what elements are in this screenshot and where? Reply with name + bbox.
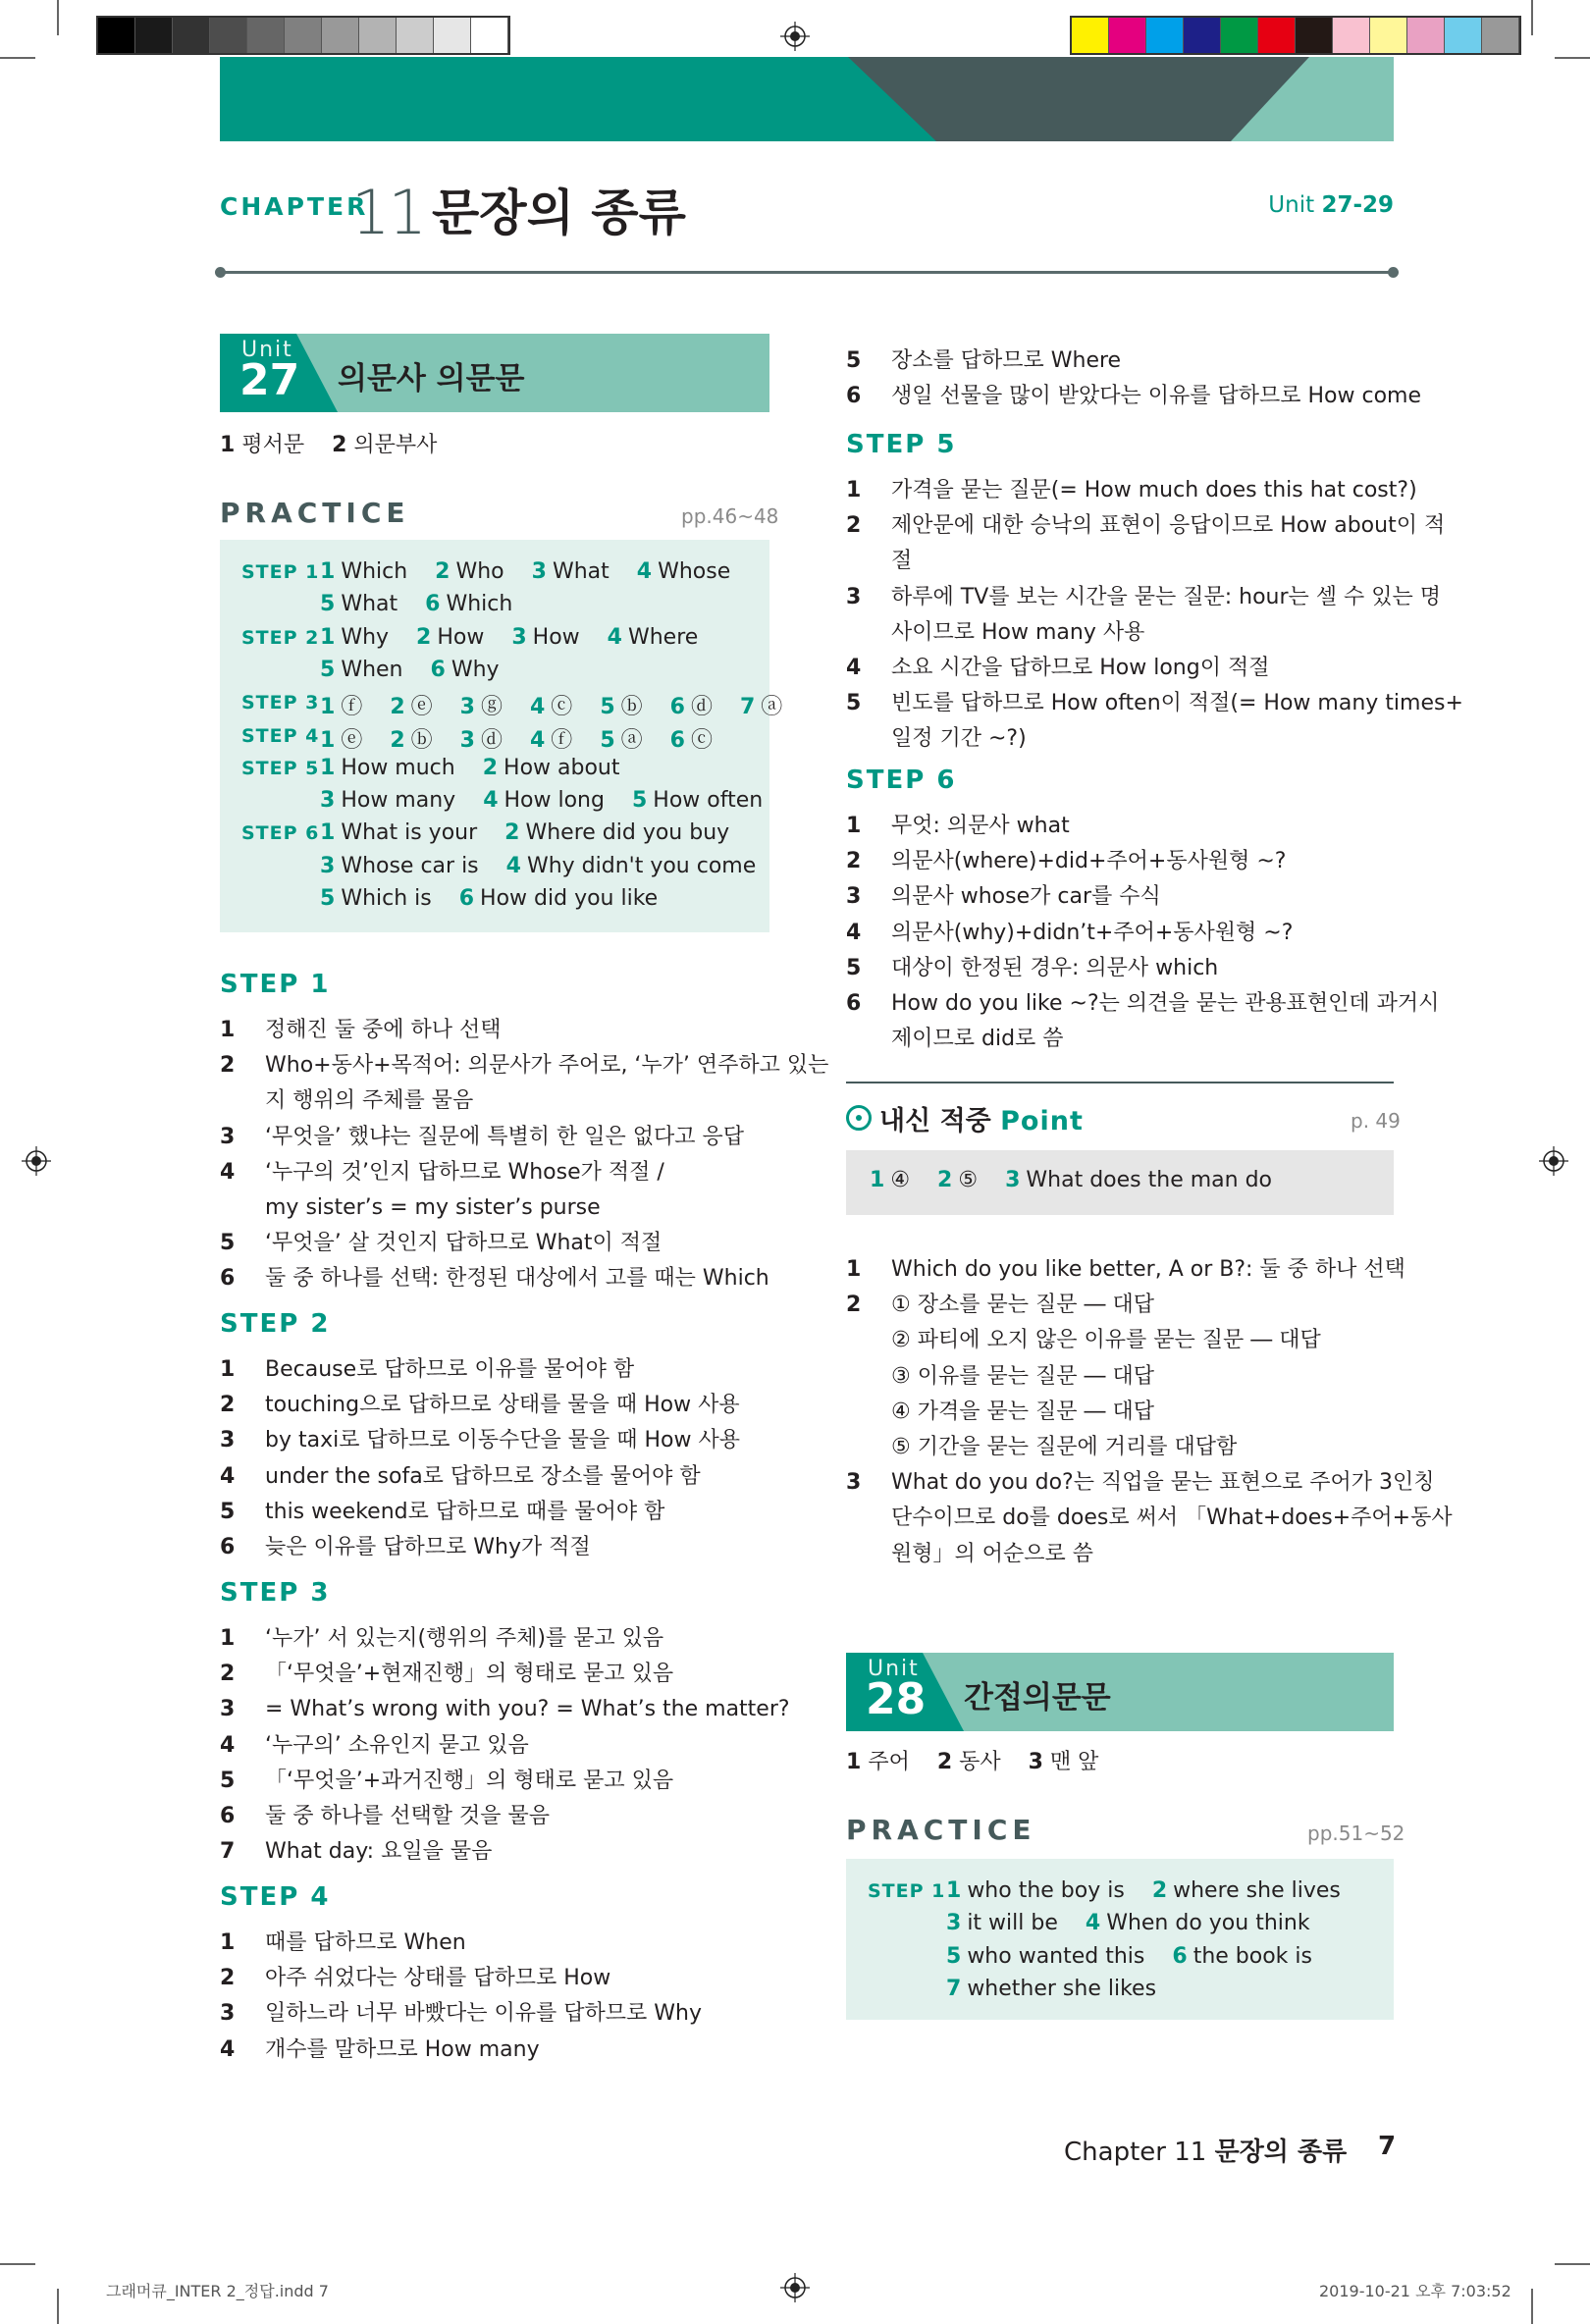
- practice-answer: 5 How often: [631, 788, 764, 814]
- explanation-line: 사이므로 How many 사용: [891, 619, 1145, 645]
- header-banner: [220, 57, 1394, 141]
- practice-answer: 3 What: [531, 559, 610, 584]
- step-heading: STEP 2: [220, 1309, 331, 1339]
- page-number: 7: [1378, 2132, 1397, 2161]
- calibration-swatch: [1370, 18, 1407, 53]
- step-heading: STEP 4: [220, 1882, 331, 1912]
- practice-answer: 4 ⓕ: [529, 727, 573, 753]
- practice-step-label: STEP 1: [868, 1880, 946, 1902]
- practice-answer-row: [320, 559, 758, 584]
- practice-answer: 2 How about: [482, 755, 620, 780]
- practice-answer-row: [320, 690, 810, 720]
- practice-answer: 6 Why: [430, 657, 500, 682]
- practice-answer: 6 ⓓ: [669, 695, 713, 720]
- unit-number: 27: [239, 355, 300, 405]
- explanation-line: 4 소요 시간을 답하므로 How long이 적절: [846, 656, 1270, 680]
- explanation-line: 3 의문사 whose가 car를 수식: [846, 884, 1161, 910]
- practice-answer-row: [946, 1977, 1184, 2001]
- calibration-swatch: [397, 18, 434, 53]
- explanation-line: 4 의문사(why)+didn’t+주어+동사원형 ~?: [846, 920, 1294, 945]
- explanation-line: 1 Which do you like better, A or B?: 둘 중 하나 선택: [846, 1257, 1405, 1282]
- explanation-line: 4 under the sofa로 답하므로 장소를 물어야 함: [220, 1463, 701, 1489]
- crop-mark: [0, 2263, 35, 2265]
- explanation-line: 2 touching으로 답하므로 상태를 물을 때 How 사용: [220, 1393, 740, 1418]
- practice-answer: 6 ⓒ: [669, 727, 713, 753]
- practice-answer: 3 ⓖ: [459, 695, 503, 720]
- calibration-swatch: [210, 18, 247, 53]
- explanation-line: 5 ‘무엇을’ 살 것인지 답하므로 What이 적절: [220, 1231, 662, 1256]
- explanation-line: 일정 기간 ~?): [891, 726, 1027, 752]
- practice-answer: 5 When: [320, 657, 403, 682]
- practice-answer: 1 ⓕ: [320, 695, 363, 720]
- chapter-number: 11: [351, 177, 425, 248]
- practice-answer: 7 ⓐ: [739, 695, 783, 720]
- unit-title: 의문사 의문문: [338, 361, 525, 396]
- point-heading: 내신 적중 Point: [879, 1106, 1084, 1136]
- crop-mark: [57, 2289, 59, 2324]
- gray-calibration-bar: [96, 16, 510, 55]
- crop-mark: [57, 0, 59, 35]
- practice-answer: 2 How: [416, 624, 485, 650]
- calibration-swatch: [1221, 18, 1258, 53]
- explanation-line: my sister’s = my sister’s purse: [265, 1195, 601, 1220]
- practice-step-label: STEP 3: [241, 692, 320, 714]
- calibration-swatch: [135, 18, 173, 53]
- unit-28-header: [846, 1653, 1394, 1731]
- practice-answer: 5 who wanted this: [946, 1943, 1145, 1969]
- practice-answer: 6 How did you like: [458, 886, 659, 911]
- explanation-line: 6 둘 중 하나를 선택할 것을 물음: [220, 1804, 550, 1828]
- explanation-line: 1 정해진 둘 중에 하나 선택: [220, 1018, 502, 1042]
- practice-answer: 1 ⓔ: [320, 727, 363, 753]
- explanation-line: ② 파티에 오지 않은 이유를 묻는 질문 ― 대답: [891, 1328, 1321, 1353]
- explanation-line: 6 How do you like ~?는 의견을 묻는 관용표현인데 과거시: [846, 991, 1440, 1016]
- crop-mark: [1531, 2289, 1533, 2324]
- practice-step-label: STEP 2: [241, 626, 320, 649]
- explanation-line: 7 What day: 요일을 물음: [220, 1839, 493, 1865]
- practice-step-label: STEP 4: [241, 724, 320, 747]
- practice-answer-row: [320, 820, 757, 845]
- practice-answer: 3 How: [511, 624, 580, 650]
- explanation-line: 2 제안문에 대한 승낙의 표현이 응답이므로 How about이 적: [846, 513, 1446, 539]
- step-heading: STEP 6: [846, 766, 957, 795]
- practice-pages: pp.46~48: [681, 504, 779, 528]
- explanation-line: 지 행위의 주체를 물음: [265, 1088, 474, 1114]
- slug-file-name: 그래머큐_INTER 2_정답.indd 7: [106, 2282, 329, 2300]
- explanation-line: ⑤ 기간을 묻는 질문에 거리를 대답함: [891, 1435, 1238, 1459]
- calibration-swatch: [1407, 18, 1445, 53]
- explanation-line: 5 「‘무엇을’+과거진행」의 형태로 묻고 있음: [220, 1768, 674, 1793]
- registration-mark-icon: [780, 2273, 810, 2302]
- calibration-swatch: [285, 18, 322, 53]
- practice-step-label: STEP 6: [241, 822, 320, 845]
- explanation-line: 원형」의 어순으로 씀: [891, 1541, 1094, 1566]
- explanation-line: 3 = What’s wrong with you? = What’s the matter?: [220, 1697, 790, 1722]
- explanation-line: ④ 가격을 묻는 질문 ― 대답: [891, 1399, 1154, 1424]
- explanation-line: 2 Who+동사+목적어: 의문사가 주어로, ‘누가’ 연주하고 있는: [220, 1053, 829, 1079]
- practice-answer: 5 ⓑ: [600, 695, 643, 720]
- practice-answer-row: [320, 723, 740, 754]
- practice-answer: 6 the book is: [1172, 1943, 1312, 1969]
- point-page: p. 49: [1351, 1109, 1401, 1133]
- registration-mark-icon: [22, 1146, 51, 1176]
- practice-answer: 4 When do you think: [1085, 1911, 1310, 1936]
- practice-answer-row: [320, 788, 790, 813]
- calibration-swatch: [1109, 18, 1146, 53]
- practice-answer: 2 ⓑ: [390, 727, 433, 753]
- practice-answer: 6 Which: [425, 592, 513, 617]
- practice-answer: 4 Why didn't you come: [505, 853, 757, 878]
- calibration-swatch: [1482, 18, 1519, 53]
- unit-range: Unit 27-29: [1268, 192, 1394, 218]
- explanation-line: 4 개수를 말하므로 How many: [220, 2036, 540, 2062]
- explanation-line: 3 by taxi로 답하므로 이동수단을 물을 때 How 사용: [220, 1428, 740, 1453]
- practice-answer: 5 What: [320, 592, 398, 617]
- explanation-line: 6 생일 선물을 많이 받았다는 이유를 답하므로 How come: [846, 384, 1422, 409]
- practice-answer: 1 Which: [320, 559, 408, 584]
- explanation-line: 5 장소를 답하므로 Where: [846, 348, 1122, 373]
- practice-answer-row: [946, 1944, 1340, 1969]
- explanation-line: 단수이므로 do를 does로 써서 「What+does+주어+동사: [891, 1505, 1453, 1531]
- practice-answer: 4 Where: [607, 624, 699, 650]
- calibration-swatch: [1258, 18, 1296, 53]
- explanation-line: 1 때를 답하므로 When: [220, 1930, 466, 1955]
- practice-answer: 1 What is your: [320, 820, 478, 846]
- practice-answer: 3 ⓓ: [459, 727, 503, 753]
- calibration-swatch: [1072, 18, 1109, 53]
- explanation-line: 3 What do you do?는 직업을 묻는 표현으로 주어가 3인칭: [846, 1470, 1435, 1496]
- practice-step-label: STEP 1: [241, 561, 320, 583]
- slug-timestamp: 2019-10-21 오후 7:03:52: [1319, 2282, 1511, 2300]
- explanation-line: 1 Because로 답하므로 이유를 물어야 함: [220, 1357, 635, 1382]
- chapter-title: 문장의 종류: [432, 185, 686, 241]
- crop-mark: [1555, 57, 1590, 59]
- crop-mark: [1555, 2263, 1590, 2265]
- calibration-swatch: [1146, 18, 1184, 53]
- unit-27-header: [220, 334, 769, 412]
- practice-answer-row: [320, 625, 725, 650]
- step-heading: STEP 3: [220, 1578, 331, 1608]
- practice-heading: PRACTICE: [846, 1814, 1036, 1846]
- footer-chapter: Chapter 11 문장의 종류: [1064, 2138, 1348, 2167]
- explanation-line: 6 늦은 이유를 답하므로 Why가 적절: [220, 1535, 591, 1559]
- registration-mark-icon: [780, 22, 810, 51]
- unit-word: Unit: [868, 1657, 920, 1681]
- practice-answer-row: [946, 1911, 1338, 1935]
- explanation-line: 1 ‘누가’ 서 있는지(행위의 주체)를 묻고 있음: [220, 1626, 664, 1651]
- explanation-line: 4 ‘누구의’ 소유인지 묻고 있음: [220, 1732, 529, 1758]
- chapter-rule: [220, 271, 1394, 274]
- practice-answer-row: [320, 658, 527, 682]
- explanation-line: 1 가격을 묻는 질문(= How much does this hat cost?): [846, 478, 1417, 502]
- registration-mark-icon: [1539, 1146, 1568, 1176]
- practice-answer: 4 How long: [483, 788, 605, 814]
- practice-answer: 2 where she lives: [1151, 1878, 1341, 1903]
- practice-answer: 3 Whose car is: [320, 853, 479, 878]
- explanation-line: ③ 이유를 묻는 질문 ― 대답: [891, 1363, 1154, 1389]
- practice-answer: 2 Who: [435, 559, 504, 584]
- explanation-line: 절: [891, 549, 913, 574]
- explanation-line: 6 둘 중 하나를 선택: 한정된 대상에서 고를 때는 Which: [220, 1266, 769, 1292]
- practice-step-label: STEP 5: [241, 757, 320, 779]
- practice-answer: 4 ⓒ: [529, 695, 573, 720]
- calibration-swatch: [322, 18, 359, 53]
- practice-answer: 5 ⓐ: [600, 727, 643, 753]
- crop-mark: [1531, 0, 1533, 35]
- point-answers: 1 ④ 2 ⑤ 3 What does the man do: [870, 1168, 1272, 1192]
- section-divider: [846, 1082, 1394, 1083]
- color-calibration-bar: [1070, 16, 1521, 55]
- calibration-swatch: [173, 18, 210, 53]
- practice-answer: 2 Where did you buy: [504, 820, 730, 846]
- explanation-line: 5 this weekend로 답하므로 때를 물어야 함: [220, 1499, 665, 1524]
- explanation-line: 2 아주 쉬었다는 상태를 답하므로 How: [220, 1966, 611, 1991]
- explanation-line: 4 ‘누구의 것’인지 답하므로 Whose가 적절 /: [220, 1159, 664, 1185]
- practice-answer-row: [320, 592, 540, 616]
- explanation-line: 2 의문사(where)+did+주어+동사원형 ~?: [846, 849, 1287, 874]
- practice-answer: 4 Whose: [636, 559, 731, 584]
- practice-answer-row: [946, 1878, 1368, 1903]
- step-heading: STEP 1: [220, 970, 331, 999]
- crop-mark: [0, 57, 35, 59]
- chapter-label: CHAPTER: [220, 192, 369, 221]
- practice-answer: 7 whether she likes: [946, 1976, 1157, 2001]
- calibration-swatch: [1296, 18, 1333, 53]
- unit-word: Unit: [241, 338, 293, 362]
- explanation-line: 3 일하느라 너무 바빴다는 이유를 답하므로 Why: [220, 2001, 702, 2027]
- calibration-swatch: [434, 18, 471, 53]
- step-heading: STEP 5: [846, 430, 957, 459]
- explanation-line: 3 하루에 TV를 보는 시간을 묻는 질문: hour는 셀 수 있는 명: [846, 584, 1442, 609]
- practice-answer: 1 How much: [320, 755, 455, 780]
- explanation-line: 제이므로 did로 씀: [891, 1027, 1064, 1052]
- practice-answer: 3 How many: [320, 788, 456, 814]
- calibration-swatch: [1445, 18, 1482, 53]
- practice-pages: pp.51~52: [1307, 1822, 1405, 1845]
- explanation-line: 5 빈도를 답하므로 How often이 적절(= How many times+: [846, 691, 1463, 716]
- calibration-swatch: [1333, 18, 1370, 53]
- practice-answer-row: [320, 854, 783, 878]
- explanation-line: 2 ① 장소를 묻는 질문 ― 대답: [846, 1293, 1154, 1318]
- practice-heading: PRACTICE: [220, 497, 410, 529]
- explanation-line: 3 ‘무엇을’ 했냐는 질문에 특별히 한 일은 없다고 응답: [220, 1124, 744, 1149]
- practice-answer-row: [320, 756, 648, 780]
- practice-answer: 2 ⓔ: [390, 695, 433, 720]
- point-target-icon: [846, 1105, 872, 1131]
- calibration-swatch: [1184, 18, 1221, 53]
- practice-answer: 3 it will be: [946, 1911, 1058, 1936]
- explanation-line: 2 「‘무엇을’+현재진행」의 형태로 묻고 있음: [220, 1662, 674, 1687]
- practice-answer: 5 Which is: [320, 886, 432, 911]
- unit-28-summary: 1 주어 2 동사 3 맨 앞: [846, 1750, 1099, 1774]
- calibration-swatch: [471, 18, 508, 53]
- practice-answer: 1 who the boy is: [946, 1878, 1125, 1903]
- practice-answer-row: [320, 886, 685, 911]
- calibration-swatch: [247, 18, 285, 53]
- explanation-line: 1 무엇: 의문사 what: [846, 814, 1070, 838]
- calibration-swatch: [359, 18, 397, 53]
- unit-title: 간접의문문: [964, 1680, 1111, 1716]
- calibration-swatch: [98, 18, 135, 53]
- explanation-line: 5 대상이 한정된 경우: 의문사 which: [846, 955, 1219, 980]
- unit-number: 28: [866, 1674, 927, 1724]
- practice-answer: 1 Why: [320, 624, 390, 650]
- unit-27-summary: 1 평서문 2 의문부사: [220, 433, 438, 457]
